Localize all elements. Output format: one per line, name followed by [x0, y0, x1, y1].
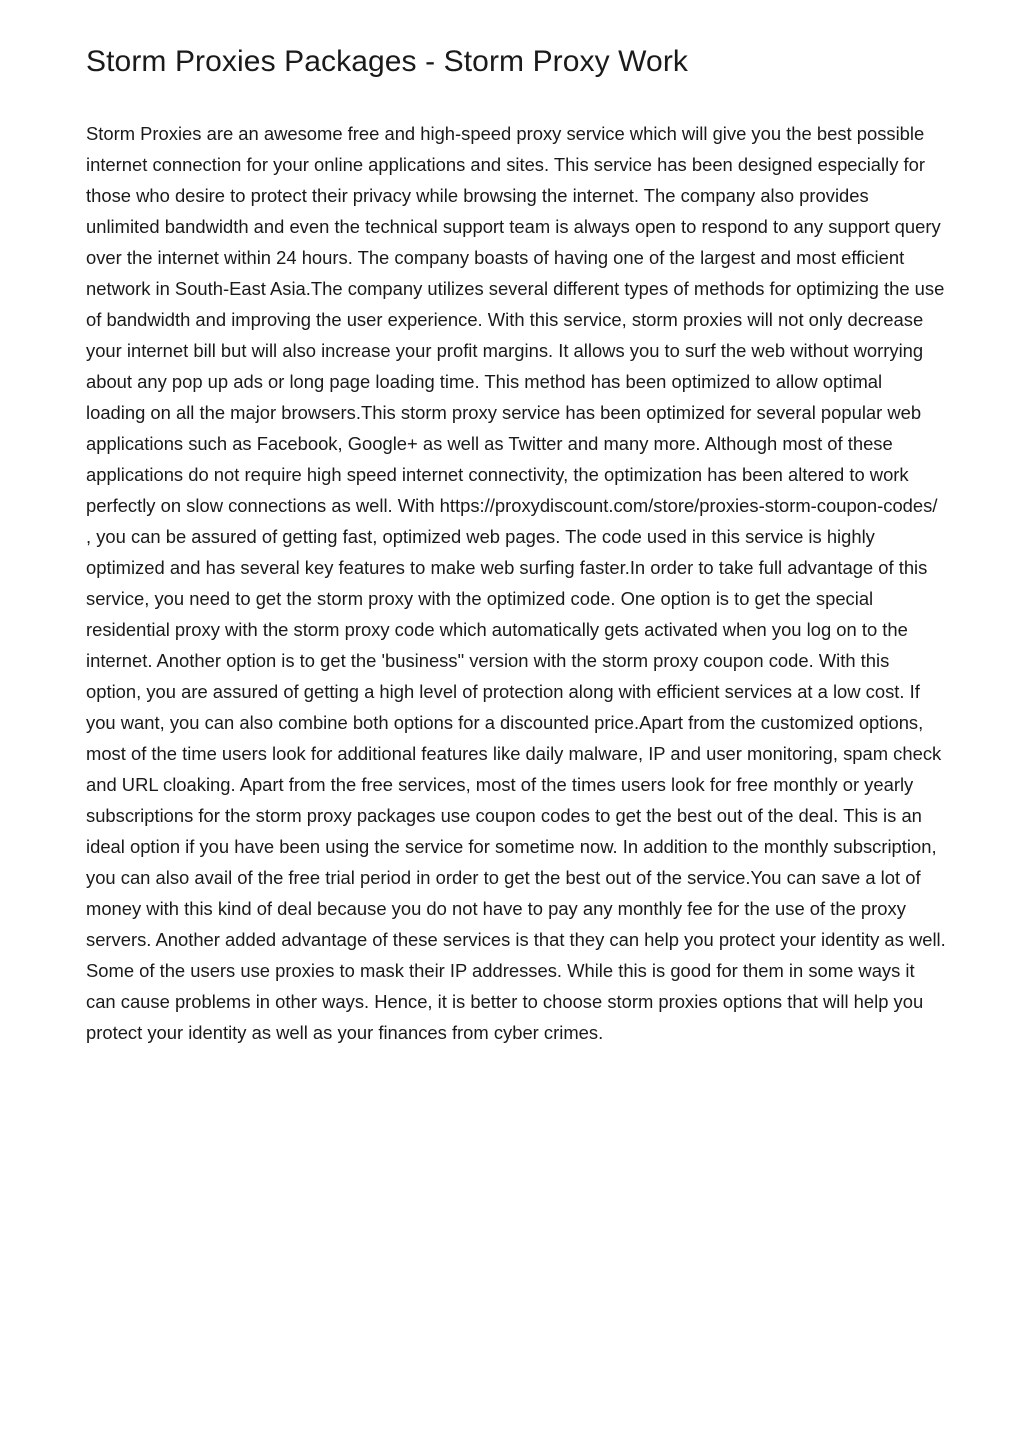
- document-page: [86, 42, 946, 1048]
- document-title: Storm Proxies Packages - Storm Proxy Work: [86, 45, 689, 78]
- document-body: Storm Proxies are an awesome free and high-speed proxy service which will give you the best possible internet connection for your online applications and sites. This service has been designed especially for those who desire to protect their privacy while browsing the internet. The company also provides unlimited bandwidth and even the technical support team is always open to respond to any support query over the internet within 24 hours. The company boasts of having one of the largest and most efficient network in South-East Asia.The company utilizes several different types of methods for optimizing the use of bandwidth and improving the user experience. With this service, storm proxies will not only decrease your internet bill but will also increase your profit margins. It allows you to surf the web without worrying about any pop up ads or long page loading time. This method has been optimized to allow optimal loading on all the major browsers.This storm proxy service has been optimized for several popular web applications such as Facebook, Google+ as well as Twitter and many more. Although most of these applications do not require high speed internet connectivity, the optimization has been altered to work perfectly on slow connections as well. With https://proxydiscount.com/store/proxies-storm-coupon-codes/ , you can be assured of getting fast, optimized web pages. The code used in this service is highly optimized and has several key features to make web surfing faster.In order to take full advantage of this service, you need to get the storm proxy with the optimized code. One option is to get the special residential proxy with the storm proxy code which automatically gets activated when you log on to the internet. Another option is to get the 'business" version with the storm proxy coupon code. With this option, you are assured of getting a high level of protection along with efficient services at a low cost. If you want, you can also combine both options for a discounted price.Apart from the customized options, most of the time users look for additional features like daily malware, IP and user monitoring, spam check and URL cloaking. Apart from the free services, most of the times users look for free monthly or yearly subscriptions for the storm proxy packages use coupon codes to get the best out of the deal. This is an ideal option if you have been using the service for sometime now. In addition to the monthly subscription, you can also avail of the free trial period in order to get the best out of the service.You can save a lot of money with this kind of deal because you do not have to pay any monthly fee for the use of the proxy servers. Another added advantage of these services is that they can help you protect your identity as well. Some of the users use proxies to mask their IP addresses. While this is good for them in some ways it can cause problems in other ways. Hence, it is better to choose storm proxies options that will help you protect your identity as well as your finances from cyber crimes.: [86, 123, 946, 1043]
